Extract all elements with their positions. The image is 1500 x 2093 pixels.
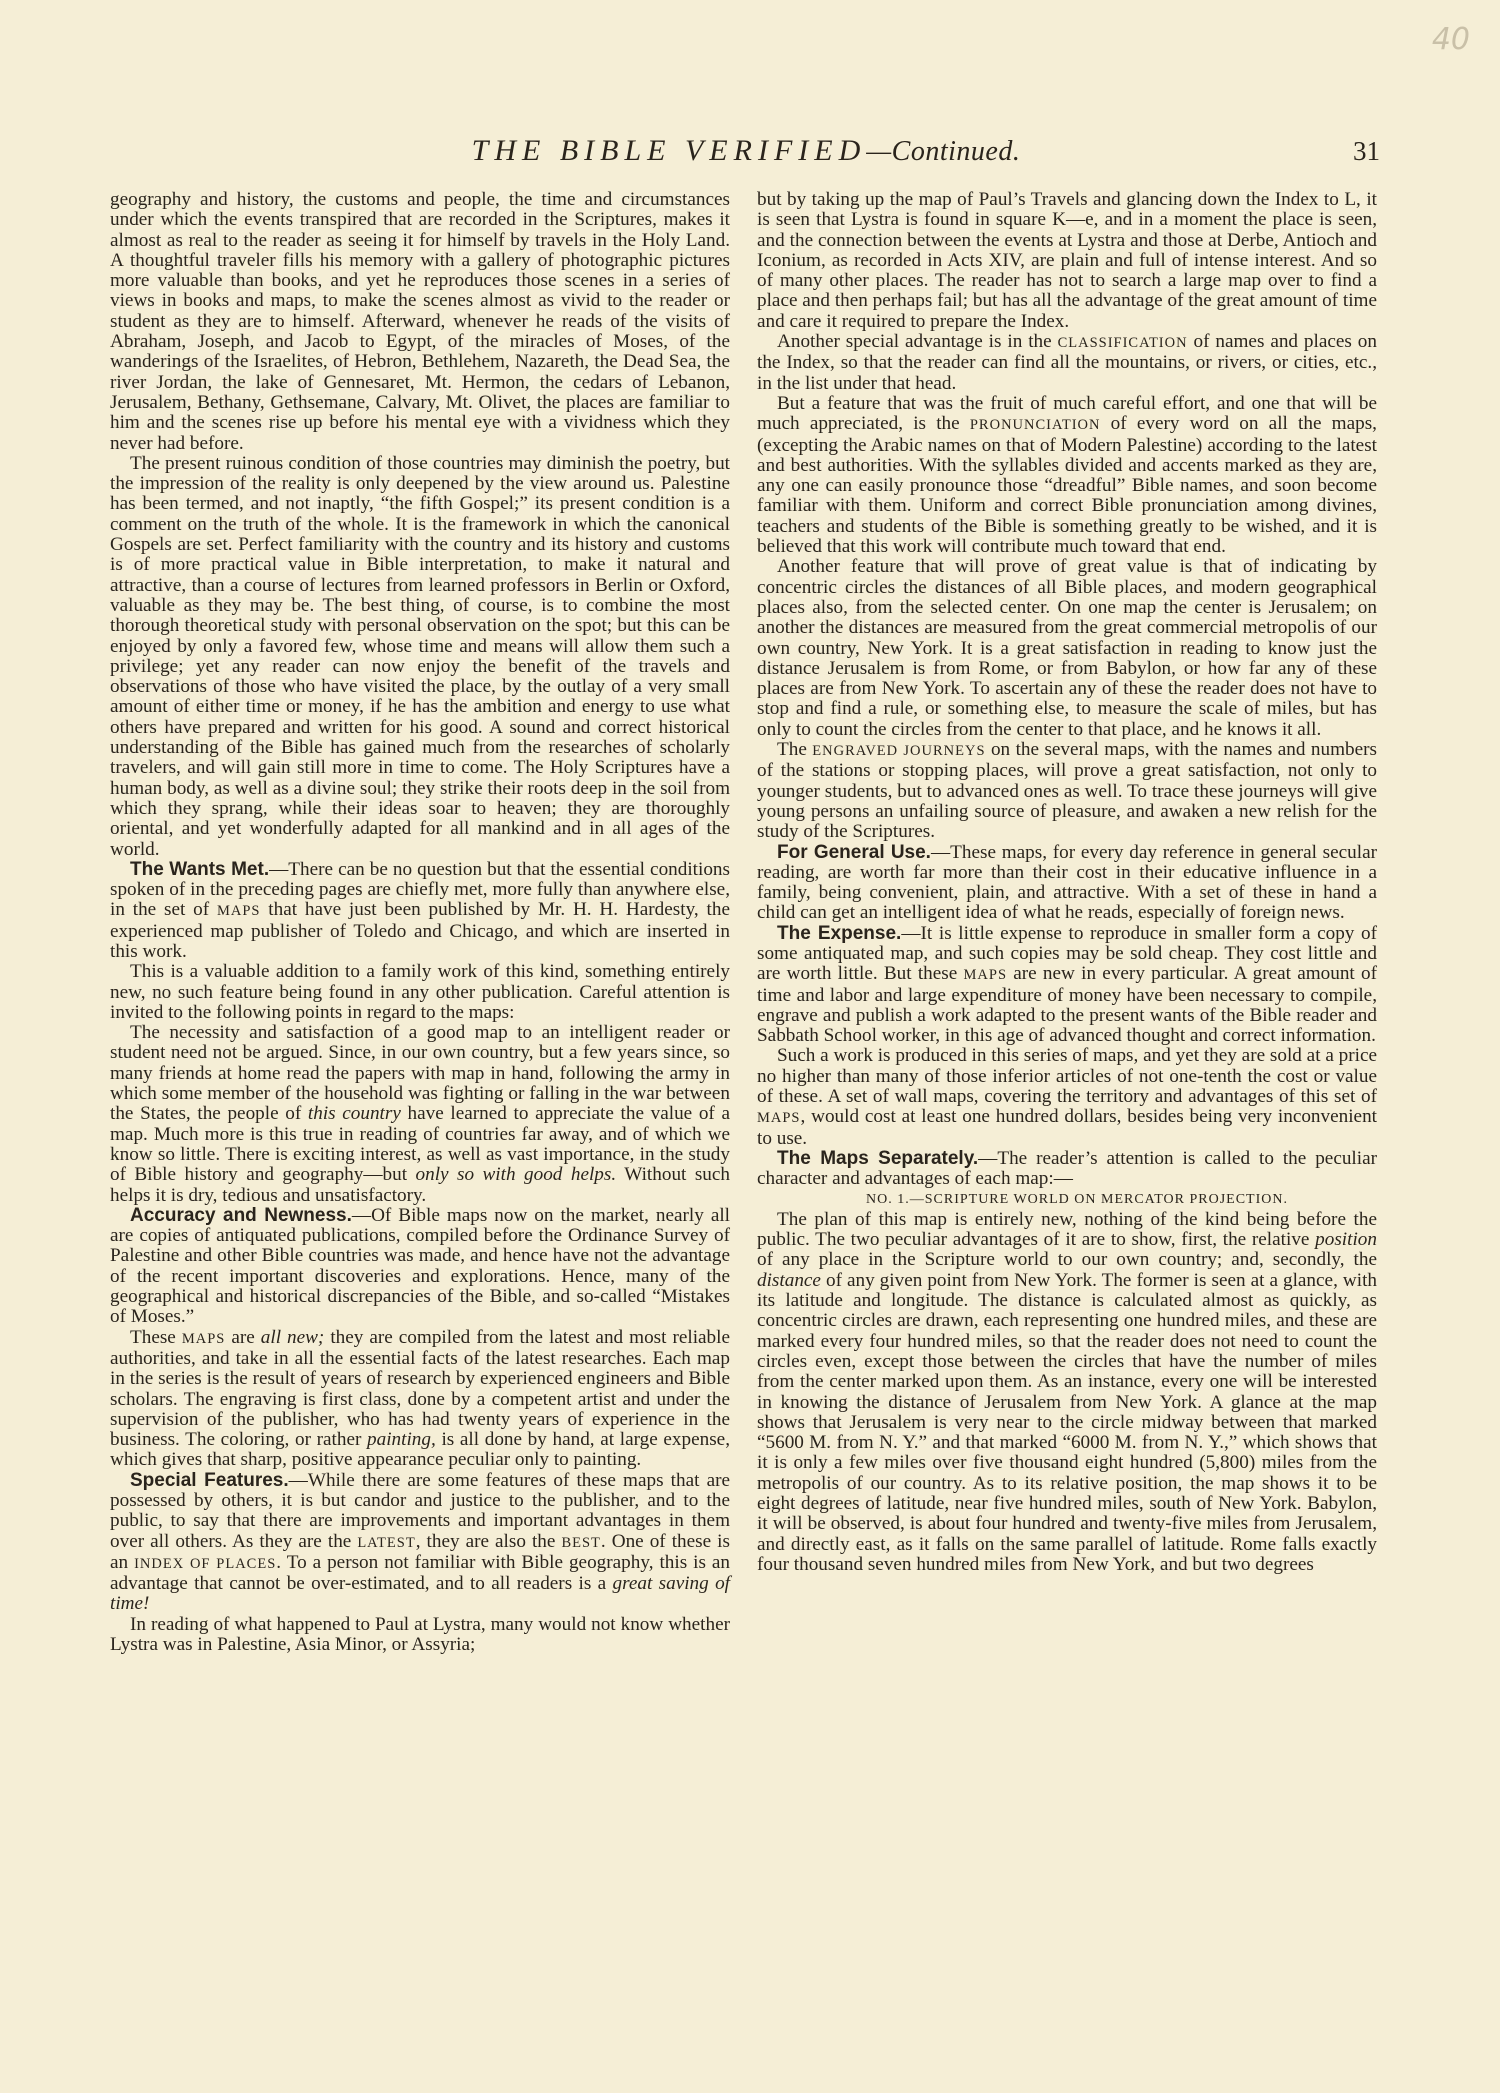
paragraph: The plan of this map is entirely new, nothing of the kind being before the public. The two peculiar advantages of it are to show, first, the relative position of any place in the Scripture world to our own country; and, secondly, the distance of any given point from New York. The former is seen at a glance, with its latitude and longitude. The distance is calculated almost as quickly, as concentric circles are drawn, each representing one hundred miles, and these are marked every four hundred miles, so that the reader does not need to count the circles even, except those between the circles that have the number of miles from the center marked upon them. As an instance, every one will be interested in knowing the distance of Jerusalem from New York. A glance at the map shows that Jerusalem is very near to the circle midway between that marked “5600 M. from N. Y.” and that marked “6000 M. from N. Y.,” which shows that it is only a few miles over five thousand eight hundred (5,800) miles from the metropolis of our country. As to its relative position, the map shows it to be eight degrees of latitude, near five hundred miles, south of New York. Babylon, it will be observed, is about four hundred and twenty-five miles from Jerusalem, and directly east, as it falls on the same parallel of latitude. Rome falls exactly four thousand seven hundred miles from New York, and but two degrees	[757, 1208, 1377, 1575]
page-number: 31	[1353, 136, 1380, 166]
paragraph: This is a valuable addition to a family work of this kind, something entirely new, no such feature being found in any other publication. Careful attention is invited to the following points in regard to the maps:	[110, 961, 730, 1023]
section-heading: Accuracy and Newness.	[130, 1204, 352, 1226]
running-title-main: THE BIBLE VERIFIED	[471, 134, 867, 167]
pencil-page-mark: 40	[1431, 22, 1470, 57]
paragraph: Another feature that will prove of great value is that of indicating by concentric circles the distances of all Bible places, and modern geographical places also, from the selected center. On one map the center is Jerusalem; on another the distances are measured from the great commercial metropolis of our own country, New York. It is a great satisfaction in reading to know just the distance Jerusalem is from Rome, or from Babylon, or how far any of these places are from New York. To ascertain any of these the reader does not have to stop and find a rule, or something else, to measure the scale of miles, but has only to count the circles from the center to that place, and he knows it all.	[757, 556, 1377, 740]
section-heading: For General Use.	[777, 841, 931, 863]
paragraph-accuracy: Accuracy and Newness.—Of Bible maps now on the market, nearly all are copies of antiquated publications, compiled before the Ordinance Survey of Palestine and other Bible countries was made, and hence have not the advantage of the recent important discoveries and explorations. Hence, many of the geographical and historical discrepancies of the Bible, and so-called “Mistakes of Moses.”	[110, 1204, 730, 1328]
left-column	[110, 190, 730, 1655]
paragraph: In reading of what happened to Paul at Lystra, many would not know whether Lystra was in Palestine, Asia Minor, or Assyria;	[110, 1613, 730, 1656]
paragraph-general-use: For General Use.—These maps, for every day reference in general secular reading, are worth far more than their cost in their educative influence in a family, being convenient, plain, and attractive. With a set of these in hand a child can get an intelligent idea of what he reads, especially of foreign news.	[757, 841, 1377, 924]
section-heading: Special Features.	[130, 1469, 289, 1491]
section-heading: The Expense.	[777, 922, 902, 944]
paragraph: The ENGRAVED JOURNEYS on the several maps, with the names and numbers of the stations or stopping places, will prove a great satisfaction, not only to younger students, but to advanced ones as well. To trace these journeys will give young persons an unfailing source of pleasure, and awaken a new relish for the study of the Scriptures.	[757, 739, 1377, 843]
paragraph-special-features: Special Features.—While there are some features of these maps that are possessed by others, it is but candor and justice to the publisher, and to the public, to say that there are improvements and important advantages in them over all others. As they are the LATEST, they are also the BEST. One of these is an INDEX OF PLACES. To a person not familiar with Bible geography, this is an advantage that cannot be over-estimated, and to all readers is a great saving of time!	[110, 1469, 730, 1615]
paragraph: The necessity and satisfaction of a good map to an intelligent reader or student need not be argued. Since, in our own country, but a few years since, so many friends at home read the papers with map in hand, following the army in which some member of the household was fighting or falling in the war between the States, the people of this country have learned to appreciate the value of a map. Much more is this true in reading of countries far away, and of which we know so little. There is exciting interest, as well as vast importance, in the study of Bible history and geography—but only so with good helps. Without such helps it is dry, tedious and unsatisfactory.	[110, 1022, 730, 1206]
paragraph: but by taking up the map of Paul’s Travels and glancing down the Index to L, it is seen that Lystra is found in square K—e, and in a moment the place is seen, and the connection between the events at Lystra and those at Derbe, Antioch and Iconium, as recorded in Acts XIV, are plain and full of intense interest. And so of many other places. The reader has not to search a large map over to find a place and then perhaps fail; but has all the advantage of the great amount of time and care it required to prepare the Index.	[757, 189, 1377, 332]
paragraph-wants-met: The Wants Met.—There can be no question but that the essential conditions spoken of in the preceding pages are chiefly met, more fully than anywhere else, in the set of MAPS that have just been published by Mr. H. H. Hardesty, the experienced map publisher of Toledo and Chicago, and which are inserted in this work.	[110, 858, 730, 962]
paragraph-expense: The Expense.—It is little expense to reproduce in smaller form a copy of some antiquated map, and such copies may be sold cheap. They cost little and are worth little. But these MAPS are new in every particular. A great amount of time and labor and large expenditure of money have been necessary to compile, engrave and publish a work adapted to the present wants of the Bible reader and Sabbath School worker, in this age of advanced thought and correct information.	[757, 922, 1377, 1047]
right-column	[757, 190, 1377, 1575]
page-header	[108, 134, 1384, 174]
paragraph: geography and history, the customs and people, the time and circumstances under which the events transpired that are recorded in the Scriptures, makes it almost as real to the reader as seeing it for himself by travels in the Holy Land. A thoughtful traveler fills his memory with a gallery of photographic pictures more valuable than books, and yet he reproduces those scenes in a series of views in books and maps, to make the scenes almost as vivid to the reader or student as they are to himself. Afterward, whenever he reads of the visits of Abraham, Joseph, and Jacob to Egypt, of the miracles of Moses, of the wanderings of the Israelites, of Hebron, Bethlehem, Nazareth, the Dead Sea, the river Jordan, the lake of Gennesaret, Mt. Hermon, the cedars of Lebanon, Jerusalem, Bethany, Gethsemane, Calvary, Mt. Olivet, the places are familiar to him and the scenes rise up before his mental eye with a vividness which they never had before.	[110, 189, 730, 454]
section-heading: The Maps Separately.	[777, 1147, 979, 1169]
paragraph: The present ruinous condition of those countries may diminish the poetry, but the impression of the reality is only deepened by the view around us. Palestine has been termed, and not inaptly, “the fifth Gospel;” its present condition is a comment on the truth of the whole. It is the framework in which the canonical Gospels are set. Perfect familiarity with the country and its history and customs is of more practical value in Bible interpretation, to make it natural and attractive, than a course of lectures from learned professors in Berlin or Oxford, valuable as they may be. The best thing, of course, is to combine the most thorough theoretical study with personal observation on the spot; but this can be enjoyed by only a favored few, whose time and means will allow them such a privilege; yet any reader can now enjoy the benefit of the travels and observations of those who have visited the place, by the outlay of a very small amount of either time or money, if he has the ambition and energy to use what others have prepared and written for his good. A sound and correct historical understanding of the Bible has gained much from the researches of scholarly travelers, and will gain still more in time to come. The Holy Scriptures have a human body, as well as a divine soul; they strike their roots deep in the soil from which they sprang, while their ideas soar to heaven; they are thoroughly oriental, and yet wonderfully adapted for all mankind and in all ages of the world.	[110, 452, 730, 860]
paragraph: But a feature that was the fruit of much careful effort, and one that will be much appreciated, is the PRONUNCIATION of every word on all the maps, (excepting the Arabic names on that of Modern Palestine) according to the latest and best authorities. With the syllables divided and accents marked as they are, any one can easily pronounce those “dreadful” Bible names, and soon become familiar with them. Uniform and correct Bible pronunciation among divines, teachers and students of the Bible is something greatly to be wished, and it is believed that this work will contribute much toward that end.	[757, 392, 1377, 558]
paragraph-maps-separately: The Maps Separately.—The reader’s attention is called to the peculiar character and advantages of each map:—	[757, 1147, 1378, 1190]
paragraph: These MAPS are all new; they are compiled from the latest and most reliable authorities, and take in all the essential facts of the latest researches. Each map in the series is the result of years of research by experienced engineers and Bible scholars. The engraving is first class, done by a competent artist and under the supervision of the publisher, who has had twenty years of experience in the business. The coloring, or rather painting, is all done by hand, at large expense, which gives that sharp, positive appearance peculiar only to painting.	[110, 1326, 730, 1471]
map-subheading: NO. 1.—SCRIPTURE WORLD ON MERCATOR PROJECTION.	[866, 1191, 1288, 1207]
section-heading: The Wants Met.	[130, 858, 270, 880]
running-title-continued: —Continued.	[866, 136, 1021, 167]
paragraph: Another special advantage is in the CLASSIFICATION of names and places on the Index, so that the reader can find all the mountains, or rivers, or cities, etc., in the list under that head.	[757, 331, 1377, 394]
running-title	[108, 134, 1384, 168]
paragraph: Such a work is produced in this series of maps, and yet they are sold at a price no higher than many of those inferior articles of not one-tenth the cost or value of these. A set of wall maps, covering the territory and advantages of this set of MAPS, would cost at least one hundred dollars, besides being very inconvenient to use.	[757, 1045, 1377, 1149]
